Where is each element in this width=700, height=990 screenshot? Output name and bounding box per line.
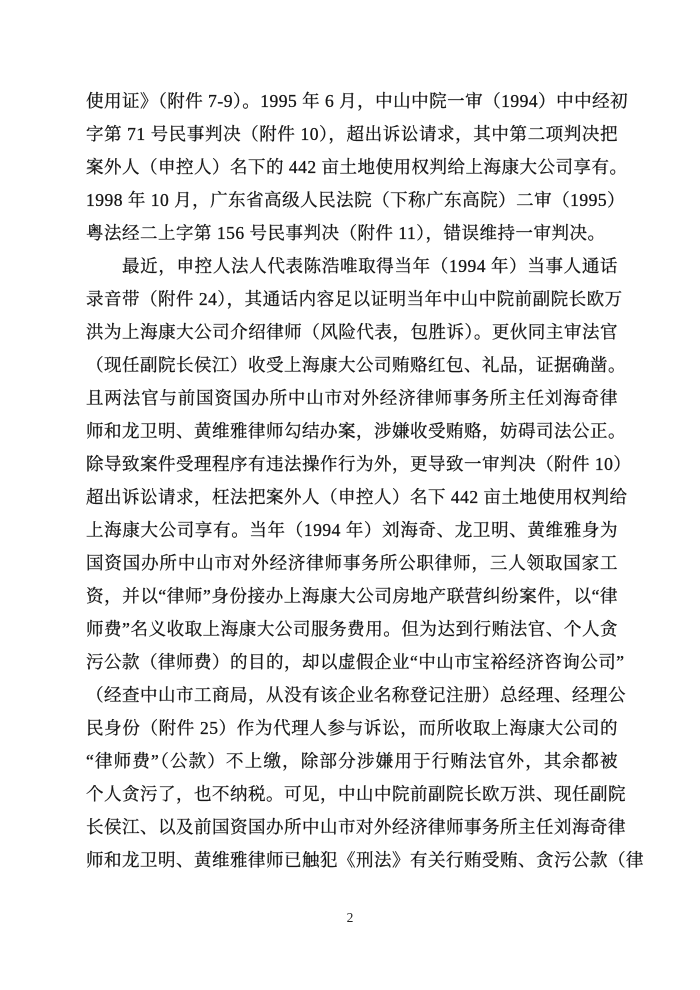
text-line: 个人贪污了，也不纳税。可见，中山中院前副院长欧万洪、现任副院 (86, 784, 626, 804)
text-line: 录音带（附件 24），其通话内容足以证明当年中山中院前副院长欧万 (86, 289, 623, 309)
text-line: 国资国办所中山市对外经济律师事务所公职律师，三人领取国家工 (86, 553, 618, 573)
text-line: 除导致案件受理程序有违法操作行为外，更导致一审判决（附件 10） (86, 454, 632, 474)
text-line: 粤法经二上字第 156 号民事判决（附件 11），错误维持一审判决。 (86, 223, 606, 243)
text-line: 资，并以“律师”身份接办上海康大公司房地产联营纠纷案件，以“律 (86, 586, 618, 606)
text-line: 污公款（律师费）的目的，却以虚假企业“中山市宝裕经济咨询公司” (86, 652, 625, 672)
text-line: 师和龙卫明、黄维雅律师已触犯《刑法》有关行贿受贿、贪污公款（律 (86, 850, 644, 870)
text-line: 超出诉讼请求，枉法把案外人（申控人）名下 442 亩土地使用权判给 (86, 487, 628, 507)
text-line: 民身份（附件 25）作为代理人参与诉讼，而所收取上海康大公司的 (86, 718, 618, 738)
text-line: “律师费”（公款）不上缴，除部分涉嫌用于行贿法官外，其余都被 (86, 751, 618, 771)
text-line: 案外人（申控人）名下的 442 亩土地使用权判给上海康大公司享有。 (86, 157, 628, 177)
text-line: 字第 71 号民事判决（附件 10），超出诉讼请求，其中第二项判决把 (86, 124, 618, 144)
text-line: 上海康大公司享有。当年（1994 年）刘海奇、龙卫明、黄维雅身为 (86, 520, 618, 540)
text-line: 1998 年 10 月，广东省高级人民法院（下称广东高院）二审（1995） (86, 190, 626, 210)
text-line: 师费”名义收取上海康大公司服务费用。但为达到行贿法官、个人贪 (86, 619, 618, 639)
text-line: （经查中山市工商局，从没有该企业名称登记注册）总经理、经理公 (86, 685, 626, 705)
text-line: （现任副院长侯江）收受上海康大公司贿赂红包、礼品，证据确凿。 (86, 355, 626, 375)
page-number: 2 (346, 910, 354, 925)
text-line: 师和龙卫明、黄维雅律师勾结办案，涉嫌收受贿赂，妨碍司法公正。 (86, 421, 626, 441)
body-text (86, 85, 644, 877)
text-line: 使用证》（附件 7-9）。1995 年 6 月，中山中院一审（1994）中中经初 (86, 91, 629, 111)
text-line: 最近，申控人法人代表陈浩唯取得当年（1994 年）当事人通话 (122, 256, 618, 276)
text-line: 长侯江、以及前国资国办所中山市对外经济律师事务所主任刘海奇律 (86, 817, 626, 837)
text-line: 洪为上海康大公司介绍律师（风险代表，包胜诉）。更伙同主审法官 (86, 322, 618, 342)
text-line: 且两法官与前国资国办所中山市对外经济律师事务所主任刘海奇律 (86, 388, 618, 408)
